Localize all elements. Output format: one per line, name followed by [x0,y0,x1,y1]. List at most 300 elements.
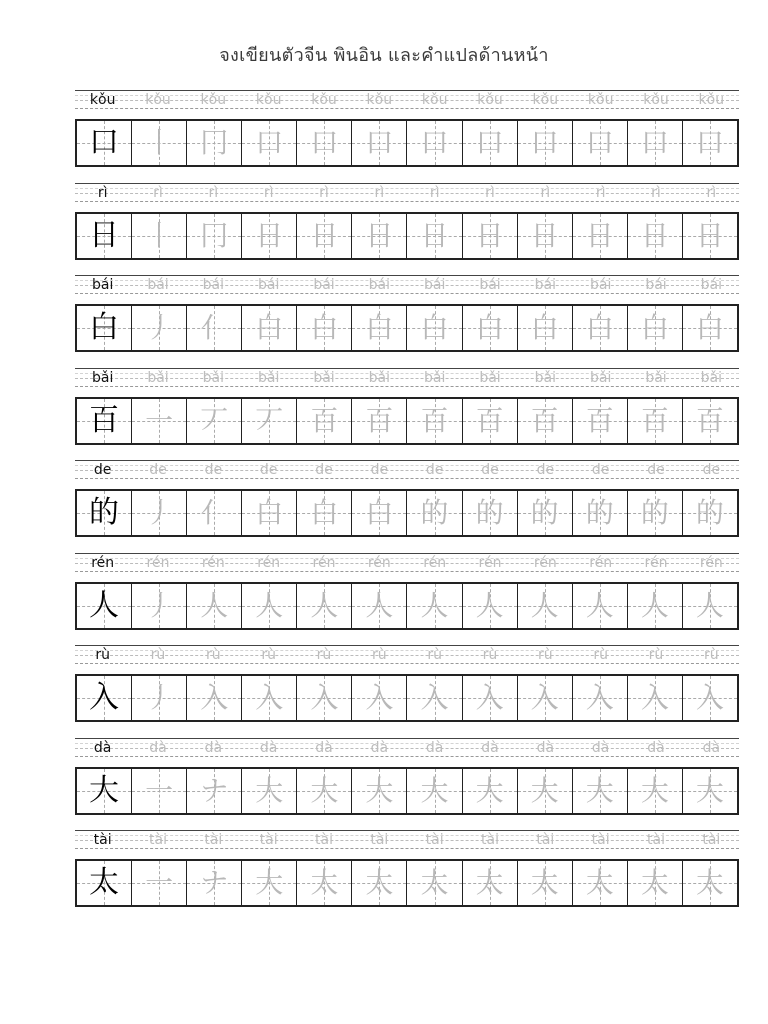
practice-row [75,738,739,831]
trace-cell [132,214,187,258]
pinyin-trace: de [591,462,610,478]
practice-row [75,553,739,646]
pinyin-label: kǒu [89,92,116,108]
trace-character: 入 [420,681,449,714]
trace-character: 白 [585,311,614,344]
trace-character: 入 [640,681,669,714]
pinyin-trace: bǎi [534,369,556,386]
trace-character: 丆 [255,403,284,437]
trace-cell [187,861,242,905]
trace-cell [352,769,407,813]
trace-cell [352,214,407,258]
trace-cell [628,769,683,813]
trace-cell [573,769,628,813]
trace-character: 大 [640,773,669,807]
pinyin-label: rì [97,184,108,201]
trace-character: 太 [420,866,449,899]
trace-character: 日 [420,218,449,252]
trace-character: 百 [475,403,504,437]
trace-cell [132,861,187,905]
trace-cell [132,769,187,813]
pinyin-trace: de [425,462,444,478]
pinyin-trace: bǎi [700,369,722,386]
trace-cell [132,676,187,720]
trace-character: 的 [585,496,614,529]
pinyin-trace: rì [153,184,163,201]
pinyin-trace: de [315,462,333,478]
trace-character: 的 [640,496,669,529]
trace-cell [463,121,518,165]
pinyin-trace: rù [372,647,387,663]
trace-character: 太 [640,866,669,899]
pinyin-trace: bǎi [589,369,612,386]
pinyin-trace: dà [481,739,499,756]
trace-character: 日 [640,218,669,252]
pinyin-trace: rì [429,184,440,201]
trace-cell [573,399,628,443]
trace-character: 太 [695,866,724,899]
pinyin-trace: dà [647,739,665,756]
trace-cell [132,121,187,165]
trace-cell [352,491,407,535]
trace-cell [242,861,297,905]
trace-cell [297,214,352,258]
trace-character: 口 [420,126,449,159]
trace-character: 丿 [145,681,174,714]
pinyin-trace: bǎi [423,369,446,386]
trace-character: 入 [585,681,614,714]
trace-cell [683,491,737,535]
trace-character: 口 [585,126,614,159]
trace-cell [297,676,352,720]
pinyin-trace: de [702,462,721,478]
pinyin-line [75,645,739,664]
pinyin-label: de [93,462,112,478]
trace-character: 白 [255,496,284,529]
trace-cell [518,676,573,720]
trace-character: 白 [365,496,394,529]
model-character: 的 [89,495,120,530]
pinyin-trace: rù [648,647,664,663]
trace-cell [187,584,242,628]
pinyin-trace: rù [261,647,276,663]
trace-cell [518,399,573,443]
pinyin-trace: bǎi [313,369,335,386]
trace-character: 大 [255,773,284,807]
trace-character: ナ [200,866,229,899]
pinyin-trace: tài [702,832,721,848]
trace-cell [573,214,628,258]
trace-cell [187,399,242,443]
trace-character: 白 [640,311,669,344]
pinyin-trace: rì [263,184,274,201]
trace-character: 一 [145,866,174,899]
model-cell [77,676,132,720]
pinyin-trace: bái [700,277,722,293]
trace-character: 日 [695,218,724,252]
trace-cell [628,676,683,720]
pinyin-trace: rén [367,554,391,571]
trace-character: 入 [475,681,504,714]
model-cell [77,121,132,165]
pinyin-trace: de [204,462,223,478]
trace-cell [463,861,518,905]
trace-cell [242,491,297,535]
pinyin-trace: kǒu [366,92,393,108]
pinyin-label: rén [91,554,115,571]
pinyin-trace: rì [208,184,219,201]
pinyin-trace: dà [259,739,278,756]
trace-character: 日 [310,218,339,252]
pinyin-trace: rù [206,647,221,663]
pinyin-trace: tài [149,832,167,848]
trace-character: 日 [255,218,284,252]
trace-cell [463,769,518,813]
trace-cell [463,306,518,350]
pinyin-trace: rén [201,554,225,571]
pinyin-trace: rì [540,184,551,201]
trace-cell [352,676,407,720]
trace-cell [352,584,407,628]
pinyin-label: bái [91,277,114,293]
practice-row [75,90,739,183]
writing-boxes [75,767,739,815]
trace-character: 百 [310,403,339,437]
trace-character: 日 [365,218,394,252]
model-character: 白 [89,310,120,345]
trace-character: 百 [640,403,669,437]
pinyin-trace: kǒu [311,92,337,108]
trace-cell [628,491,683,535]
trace-cell [463,214,518,258]
trace-cell [628,121,683,165]
trace-character: 太 [310,866,339,899]
pinyin-trace: bǎi [257,369,280,386]
writing-boxes [75,119,739,167]
trace-character: 入 [695,681,724,714]
trace-cell [683,399,737,443]
pinyin-trace: kǒu [643,92,669,108]
model-cell [77,584,132,628]
trace-character: 大 [695,773,724,807]
trace-cell [683,121,737,165]
pinyin-line [75,553,739,572]
trace-character: 入 [365,681,394,714]
pinyin-trace: bǎi [479,369,501,386]
trace-character: 百 [365,403,394,437]
trace-cell [297,306,352,350]
trace-cell [242,214,297,258]
writing-boxes [75,397,739,445]
pinyin-trace: rù [427,647,442,663]
writing-boxes [75,674,739,722]
model-cell [77,861,132,905]
trace-character: 口 [530,126,559,159]
trace-cell [407,399,462,443]
pinyin-trace: rù [538,647,553,663]
writing-boxes [75,859,739,907]
trace-cell [573,584,628,628]
practice-row [75,645,739,738]
trace-character: 口 [640,126,669,159]
pinyin-trace: dà [370,739,389,756]
pinyin-trace: tài [591,832,610,848]
trace-character: 丨 [145,126,174,159]
pinyin-trace: bái [368,277,390,293]
trace-character: 口 [365,126,394,159]
trace-character: 大 [585,773,614,807]
model-character: 太 [89,865,120,900]
trace-cell [683,584,737,628]
trace-character: 入 [530,681,559,714]
trace-cell [407,676,462,720]
writing-boxes [75,304,739,352]
trace-character: 入 [255,681,284,714]
model-character: 百 [89,402,120,438]
trace-cell [518,769,573,813]
trace-cell [518,491,573,535]
pinyin-trace: kǒu [200,92,227,108]
trace-character: 人 [695,588,724,622]
trace-character: 人 [585,588,614,622]
trace-cell [132,584,187,628]
trace-cell [628,214,683,258]
pinyin-label: rù [95,647,110,663]
trace-character: 亻 [200,496,229,529]
trace-cell [518,584,573,628]
trace-cell [187,121,242,165]
pinyin-trace: dà [204,739,223,756]
trace-character: 大 [365,773,394,807]
pinyin-trace: dà [536,739,555,756]
trace-cell [352,306,407,350]
trace-cell [683,861,737,905]
trace-cell [352,861,407,905]
model-character: 日 [89,217,120,253]
pinyin-trace: dà [591,739,610,756]
trace-cell [407,491,462,535]
trace-character: 大 [530,773,559,807]
trace-cell [297,584,352,628]
trace-cell [628,861,683,905]
trace-character: 白 [695,311,724,344]
pinyin-trace: rén [257,554,281,571]
pinyin-trace: bǎi [147,369,169,386]
trace-character: ナ [200,773,229,807]
pinyin-line [75,183,739,202]
trace-character: 口 [695,126,724,159]
trace-cell [297,121,352,165]
trace-character: 人 [530,588,559,622]
writing-boxes [75,212,739,260]
pinyin-trace: tài [259,832,278,848]
trace-cell [518,306,573,350]
trace-cell [463,676,518,720]
trace-character: 的 [530,496,559,529]
trace-character: 口 [310,126,339,159]
trace-cell [242,121,297,165]
pinyin-trace: de [536,462,555,478]
trace-cell [518,861,573,905]
trace-character: 冂 [200,126,229,159]
trace-cell [407,769,462,813]
pinyin-trace: rén [589,554,613,571]
trace-cell [242,584,297,628]
pinyin-trace: rì [595,184,606,201]
trace-cell [132,491,187,535]
trace-cell [683,306,737,350]
trace-character: 冂 [200,218,229,252]
pinyin-trace: bái [534,277,556,293]
trace-cell [683,769,737,813]
pinyin-trace: tài [647,832,665,848]
practice-row [75,275,739,368]
pinyin-trace: bái [645,277,667,293]
trace-cell [132,399,187,443]
pinyin-label: tài [93,832,112,848]
pinyin-line [75,738,739,757]
trace-cell [242,399,297,443]
trace-cell [187,306,242,350]
trace-character: 日 [530,218,559,252]
trace-character: 口 [255,126,284,159]
pinyin-trace: rén [533,554,557,571]
pinyin-trace: kǒu [532,92,559,108]
practice-grid [75,90,739,923]
pinyin-trace: tài [481,832,499,848]
trace-character: 百 [695,403,724,437]
trace-character: 太 [585,866,614,899]
practice-row [75,460,739,553]
trace-cell [407,861,462,905]
trace-character: 大 [255,866,284,899]
pinyin-trace: kǒu [255,92,282,108]
pinyin-trace: bái [423,277,446,293]
pinyin-trace: rén [478,554,502,571]
pinyin-trace: de [259,462,278,478]
trace-character: 百 [420,403,449,437]
model-character: 人 [89,587,120,623]
pinyin-trace: dà [315,739,333,756]
pinyin-label: dà [93,739,112,756]
trace-character: 日 [475,218,504,252]
pinyin-trace: bái [479,277,501,293]
pinyin-trace: rù [704,647,719,663]
writing-boxes [75,489,739,537]
practice-row [75,830,739,923]
pinyin-trace: tài [536,832,555,848]
pinyin-trace: rén [644,554,668,571]
trace-character: 的 [420,496,449,529]
trace-cell [242,306,297,350]
trace-character: 白 [530,311,559,344]
trace-character: 大 [310,773,339,807]
pinyin-trace: rén [146,554,170,571]
pinyin-trace: dà [149,739,167,756]
trace-character: 白 [310,311,339,344]
pinyin-trace: rì [485,184,495,201]
model-cell [77,491,132,535]
trace-character: 入 [200,681,229,714]
trace-cell [463,399,518,443]
pinyin-trace: kǒu [421,92,448,108]
pinyin-line [75,275,739,294]
trace-cell [297,769,352,813]
pinyin-trace: bǎi [645,369,667,386]
pinyin-trace: kǒu [698,92,725,108]
pinyin-trace: rù [482,647,498,663]
trace-cell [297,491,352,535]
trace-character: 白 [255,311,284,344]
trace-character: 白 [365,311,394,344]
trace-cell [132,306,187,350]
pinyin-line [75,460,739,479]
trace-character: 白 [420,311,449,344]
pinyin-trace: kǒu [587,92,614,108]
trace-cell [573,306,628,350]
trace-cell [683,676,737,720]
trace-character: 人 [255,588,284,622]
pinyin-trace: dà [702,739,721,756]
trace-character: 白 [310,496,339,529]
model-character: 入 [89,680,120,715]
pinyin-trace: rén [699,554,723,571]
trace-character: 丨 [145,218,174,252]
trace-cell [628,399,683,443]
pinyin-trace: de [149,462,167,478]
pinyin-trace: rén [312,554,336,571]
pinyin-line [75,90,739,109]
pinyin-trace: tài [425,832,444,848]
pinyin-trace: bái [202,277,224,293]
pinyin-trace: bǎi [368,369,390,386]
pinyin-trace: dà [425,739,444,756]
trace-character: 太 [365,866,394,899]
pinyin-trace: kǒu [145,92,171,108]
trace-cell [463,584,518,628]
trace-cell [352,399,407,443]
trace-character: 大 [420,773,449,807]
pinyin-trace: bái [257,277,280,293]
pinyin-trace: kǒu [477,92,503,108]
trace-character: 人 [365,588,394,622]
trace-cell [297,399,352,443]
trace-cell [407,214,462,258]
model-cell [77,399,132,443]
pinyin-label: bǎi [91,369,114,386]
pinyin-trace: tài [315,832,333,848]
trace-cell [573,491,628,535]
pinyin-trace: rén [423,554,447,571]
pinyin-trace: bái [313,277,335,293]
trace-cell [573,676,628,720]
worksheet-title: จงเขียนตัวจีน พินอิน และคำแปลด้านหน้า [219,45,549,66]
trace-character: 白 [475,311,504,344]
trace-cell [683,214,737,258]
trace-cell [187,676,242,720]
trace-cell [407,306,462,350]
trace-character: 人 [420,588,449,622]
pinyin-trace: rù [593,647,608,663]
trace-cell [242,676,297,720]
trace-character: 百 [530,403,559,437]
pinyin-line [75,830,739,849]
trace-character: 亻 [200,311,229,344]
trace-character: 口 [475,126,504,159]
practice-row [75,368,739,461]
trace-cell [352,121,407,165]
trace-cell [518,214,573,258]
